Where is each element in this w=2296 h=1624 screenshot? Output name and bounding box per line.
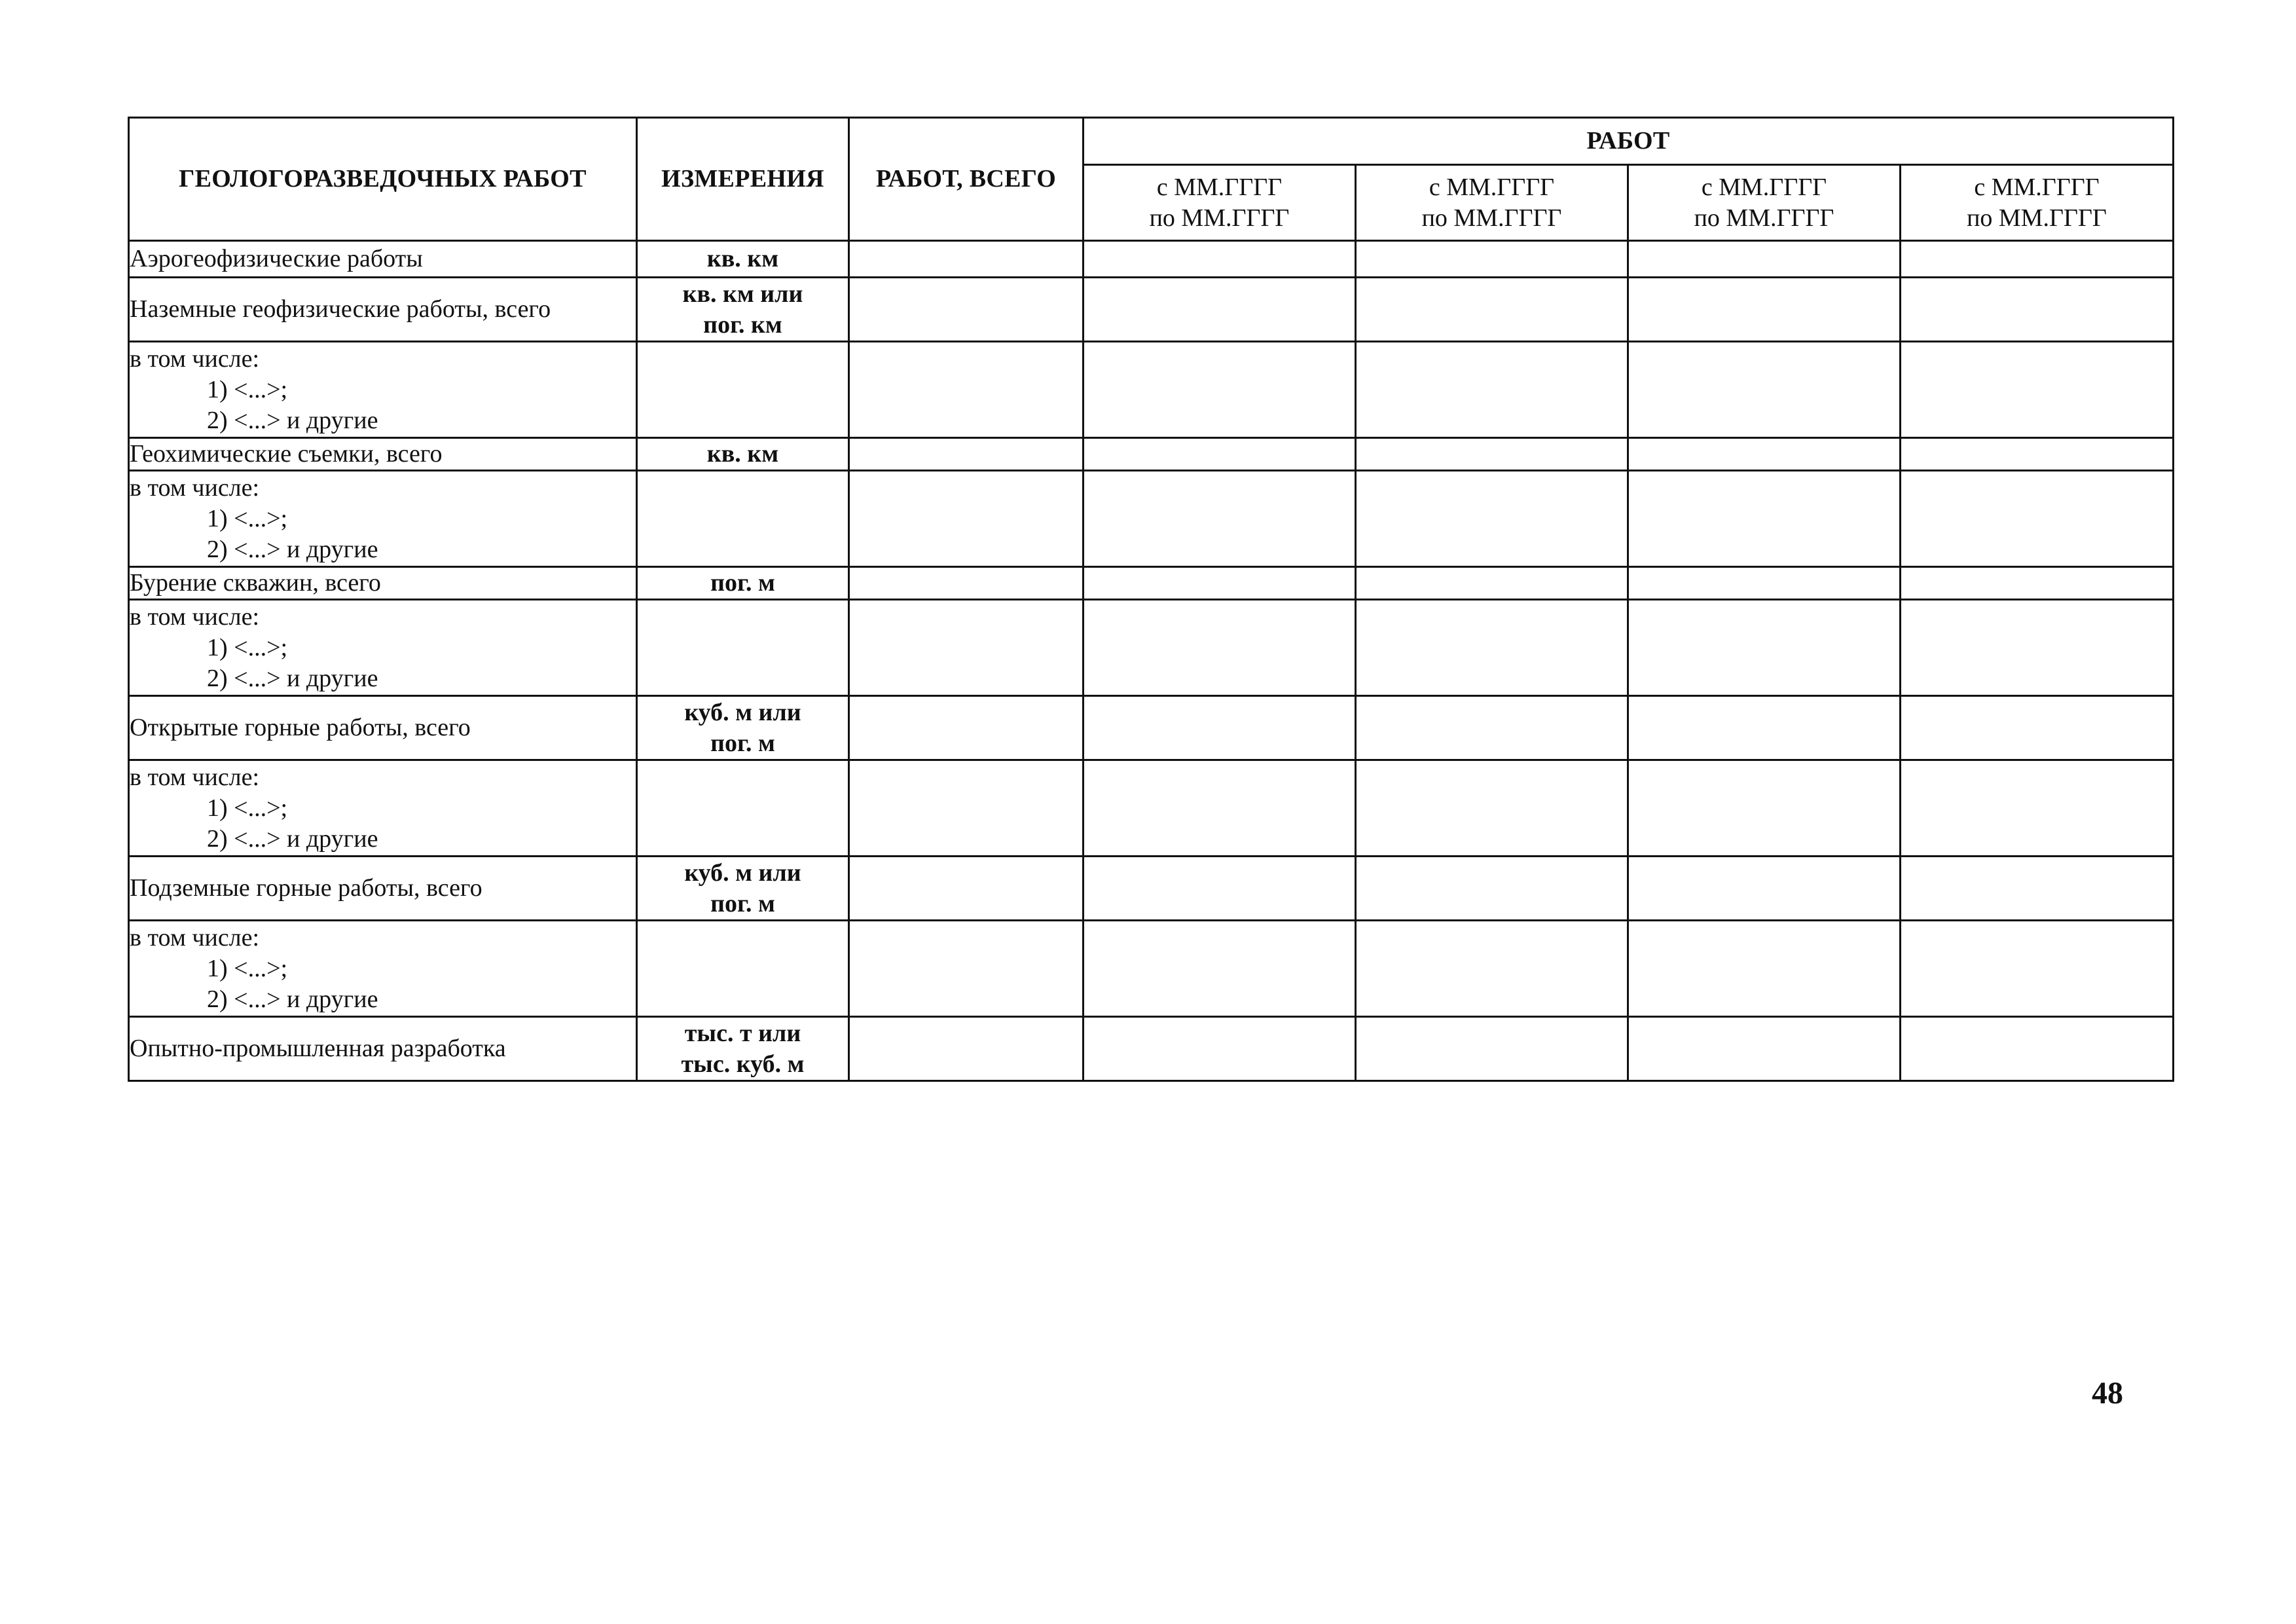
total-cell[interactable] bbox=[849, 342, 1084, 438]
period-4-cell[interactable] bbox=[1901, 600, 2174, 696]
total-cell[interactable] bbox=[849, 471, 1084, 567]
unit-line: тыс. куб. м bbox=[681, 1050, 805, 1078]
period-from: с ММ.ГГГГ bbox=[1974, 173, 2100, 201]
subitem-1: 1) <...>; bbox=[207, 375, 288, 403]
table-row-sub bbox=[129, 760, 2174, 857]
subitem-1: 1) <...>; bbox=[207, 504, 288, 532]
table-row bbox=[129, 567, 2174, 600]
table-row bbox=[129, 857, 2174, 921]
total-cell[interactable] bbox=[849, 921, 1084, 1017]
table-row bbox=[129, 696, 2174, 760]
header-total: РАБОТ, ВСЕГО bbox=[849, 118, 1084, 241]
period-1-cell[interactable] bbox=[1084, 471, 1356, 567]
unit-cell bbox=[637, 567, 849, 600]
unit-line: куб. м или bbox=[684, 858, 801, 887]
page-number: 48 bbox=[2092, 1376, 2123, 1411]
work-type-cell: Бурение скважин, всего bbox=[129, 567, 637, 600]
work-type-cell: Открытые горные работы, всего bbox=[129, 696, 637, 760]
subitem-2: 2) <...> и другие bbox=[207, 535, 378, 563]
table-row bbox=[129, 241, 2174, 278]
total-cell[interactable] bbox=[849, 696, 1084, 760]
period-1-cell[interactable] bbox=[1084, 857, 1356, 921]
unit-cell bbox=[637, 241, 849, 278]
total-cell[interactable] bbox=[849, 857, 1084, 921]
period-to: по ММ.ГГГГ bbox=[1694, 204, 1834, 232]
period-4-cell[interactable] bbox=[1901, 342, 2174, 438]
period-4-cell[interactable] bbox=[1901, 696, 2174, 760]
period-1-cell[interactable] bbox=[1084, 241, 1356, 278]
subitems-cell bbox=[129, 760, 637, 857]
period-4-cell[interactable] bbox=[1901, 278, 2174, 342]
total-cell[interactable] bbox=[849, 600, 1084, 696]
subitem-1: 1) <...>; bbox=[207, 794, 288, 822]
unit-cell[interactable] bbox=[637, 471, 849, 567]
unit-line: тыс. т или bbox=[684, 1019, 801, 1047]
unit-line: кв. км bbox=[706, 440, 779, 468]
table-row bbox=[129, 1017, 2174, 1081]
total-cell[interactable] bbox=[849, 278, 1084, 342]
period-2-cell[interactable] bbox=[1356, 696, 1628, 760]
period-2-cell[interactable] bbox=[1356, 278, 1628, 342]
period-3-cell[interactable] bbox=[1628, 696, 1901, 760]
table-row bbox=[129, 278, 2174, 342]
period-2-cell[interactable] bbox=[1356, 1017, 1628, 1081]
period-3-cell[interactable] bbox=[1628, 921, 1901, 1017]
subitems-heading: в том числе: bbox=[130, 473, 260, 502]
period-1-cell[interactable] bbox=[1084, 1017, 1356, 1081]
unit-line: куб. м или bbox=[684, 698, 801, 726]
period-4-cell[interactable] bbox=[1901, 471, 2174, 567]
header-unit: ИЗМЕРЕНИЯ bbox=[637, 118, 849, 241]
period-3-cell[interactable] bbox=[1628, 1017, 1901, 1081]
period-3-cell[interactable] bbox=[1628, 471, 1901, 567]
subitems-heading: в том числе: bbox=[130, 763, 260, 791]
header-work-type: ГЕОЛОГОРАЗВЕДОЧНЫХ РАБОТ bbox=[129, 118, 637, 241]
unit-cell[interactable] bbox=[637, 600, 849, 696]
period-4-cell[interactable] bbox=[1901, 241, 2174, 278]
period-2-cell[interactable] bbox=[1356, 241, 1628, 278]
period-2-cell[interactable] bbox=[1356, 600, 1628, 696]
period-4-cell[interactable] bbox=[1901, 857, 2174, 921]
period-3-cell[interactable] bbox=[1628, 438, 1901, 471]
unit-line: пог. м bbox=[710, 729, 775, 757]
period-to: по ММ.ГГГГ bbox=[1967, 204, 2107, 232]
unit-line: кв. км или bbox=[682, 280, 803, 308]
subitem-1: 1) <...>; bbox=[207, 954, 288, 982]
period-4-cell[interactable] bbox=[1901, 760, 2174, 857]
header-row-top bbox=[129, 118, 2174, 165]
period-2-cell[interactable] bbox=[1356, 567, 1628, 600]
subitem-2: 2) <...> и другие bbox=[207, 406, 378, 434]
period-to: по ММ.ГГГГ bbox=[1149, 204, 1290, 232]
period-3-cell[interactable] bbox=[1628, 278, 1901, 342]
work-type-cell: Подземные горные работы, всего bbox=[129, 857, 637, 921]
subitem-2: 2) <...> и другие bbox=[207, 985, 378, 1013]
period-4-cell[interactable] bbox=[1901, 921, 2174, 1017]
header-period-1 bbox=[1084, 165, 1356, 241]
period-1-cell[interactable] bbox=[1084, 760, 1356, 857]
period-1-cell[interactable] bbox=[1084, 438, 1356, 471]
unit-cell bbox=[637, 438, 849, 471]
subitems-cell bbox=[129, 342, 637, 438]
header-periods: РАБОТ bbox=[1084, 118, 2174, 165]
unit-line: пог. м bbox=[710, 889, 775, 917]
unit-cell[interactable] bbox=[637, 760, 849, 857]
period-from: с ММ.ГГГГ bbox=[1156, 173, 1283, 201]
subitem-2: 2) <...> и другие bbox=[207, 824, 378, 853]
period-1-cell[interactable] bbox=[1084, 342, 1356, 438]
table-row-sub bbox=[129, 471, 2174, 567]
unit-line: кв. км bbox=[706, 245, 779, 272]
unit-cell bbox=[637, 857, 849, 921]
table-row-sub bbox=[129, 600, 2174, 696]
period-3-cell[interactable] bbox=[1628, 567, 1901, 600]
period-4-cell[interactable] bbox=[1901, 567, 2174, 600]
period-1-cell[interactable] bbox=[1084, 278, 1356, 342]
period-1-cell[interactable] bbox=[1084, 696, 1356, 760]
work-type-cell: Геохимические съемки, всего bbox=[129, 438, 637, 471]
period-2-cell[interactable] bbox=[1356, 438, 1628, 471]
period-3-cell[interactable] bbox=[1628, 857, 1901, 921]
subitems-cell bbox=[129, 600, 637, 696]
period-1-cell[interactable] bbox=[1084, 600, 1356, 696]
period-1-cell[interactable] bbox=[1084, 921, 1356, 1017]
subitems-heading: в том числе: bbox=[130, 344, 260, 373]
table-row bbox=[129, 438, 2174, 471]
subitems-heading: в том числе: bbox=[130, 923, 260, 951]
unit-cell[interactable] bbox=[637, 921, 849, 1017]
period-4-cell[interactable] bbox=[1901, 438, 2174, 471]
period-3-cell[interactable] bbox=[1628, 760, 1901, 857]
total-cell[interactable] bbox=[849, 438, 1084, 471]
unit-cell bbox=[637, 696, 849, 760]
works-plan-table bbox=[128, 117, 2174, 1082]
subitems-cell bbox=[129, 471, 637, 567]
period-2-cell[interactable] bbox=[1356, 342, 1628, 438]
period-3-cell[interactable] bbox=[1628, 241, 1901, 278]
table-row-sub bbox=[129, 342, 2174, 438]
period-from: с ММ.ГГГГ bbox=[1701, 173, 1827, 201]
period-to: по ММ.ГГГГ bbox=[1421, 204, 1562, 232]
total-cell[interactable] bbox=[849, 241, 1084, 278]
unit-cell bbox=[637, 278, 849, 342]
period-3-cell[interactable] bbox=[1628, 600, 1901, 696]
period-3-cell[interactable] bbox=[1628, 342, 1901, 438]
total-cell[interactable] bbox=[849, 1017, 1084, 1081]
header-period-3 bbox=[1628, 165, 1901, 241]
unit-line: пог. км bbox=[703, 310, 782, 339]
header-period-4 bbox=[1901, 165, 2174, 241]
total-cell[interactable] bbox=[849, 567, 1084, 600]
period-2-cell[interactable] bbox=[1356, 760, 1628, 857]
subitems-cell bbox=[129, 921, 637, 1017]
subitem-2: 2) <...> и другие bbox=[207, 664, 378, 692]
header-period-2 bbox=[1356, 165, 1628, 241]
table-row-sub bbox=[129, 921, 2174, 1017]
work-type-cell: Наземные геофизические работы, всего bbox=[129, 278, 637, 342]
unit-line: пог. м bbox=[710, 569, 775, 597]
unit-cell[interactable] bbox=[637, 342, 849, 438]
period-1-cell[interactable] bbox=[1084, 567, 1356, 600]
unit-cell bbox=[637, 1017, 849, 1081]
work-type-cell: Опытно-промышленная разработка bbox=[129, 1017, 637, 1081]
subitems-heading: в том числе: bbox=[130, 602, 260, 631]
period-2-cell[interactable] bbox=[1356, 857, 1628, 921]
subitem-1: 1) <...>; bbox=[207, 633, 288, 661]
period-from: с ММ.ГГГГ bbox=[1429, 173, 1555, 201]
work-type-cell: Аэрогеофизические работы bbox=[129, 241, 637, 278]
total-cell[interactable] bbox=[849, 760, 1084, 857]
period-2-cell[interactable] bbox=[1356, 921, 1628, 1017]
period-2-cell[interactable] bbox=[1356, 471, 1628, 567]
period-4-cell[interactable] bbox=[1901, 1017, 2174, 1081]
